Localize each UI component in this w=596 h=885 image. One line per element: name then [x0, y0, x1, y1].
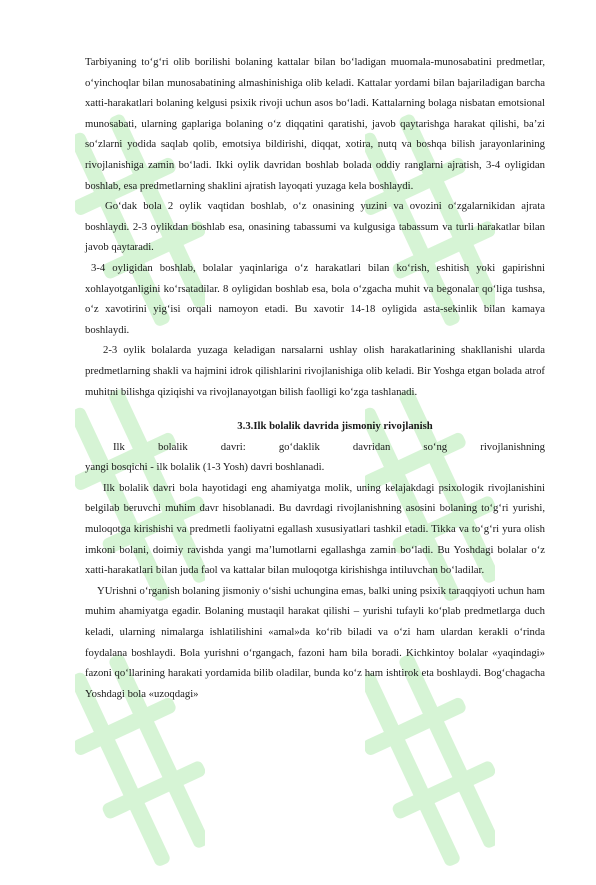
paragraph: 3-4 oyligidan boshlab, bolalar yaqinlariga o‘z harakatlari bilan ko‘rish, eshitish yoki gapirishni xohlayotganligini ko‘rsatadilar. 8 oyligidan boshlab esa, bola o‘zgacha muhit va begonalar qo‘liga tushsa, o‘z xavotirini yig‘isi orqali namoyon etadi. Bu xavotir 14-18 oyligida asta-sekinlik bilan kamaya boshlaydi.: [85, 261, 545, 336]
document-body: [85, 52, 545, 704]
paragraph: Tarbiyaning to‘g‘ri olib borilishi bolaning kattalar bilan bo‘ladigan muomala-munosabatini predmetlar, o‘yinchoqlar bilan munosabatining almashinishiga olib keladi. Kattalar yordami bilan bajariladigan barcha xatti-harakatlari bolaning kelgusi psixik rivoji uchun asos bo‘ladi. Kattalarning bolaga nisbatan emotsional munosabati, ularning gaplariga bolaning o‘z diqqatini qaratishi, javob qaytarishga harakat qilishi, ba’zi so‘zlarni yodida saqlab qolib, emotsiya bildirishi, diqqat, xotira, nutq va boshqa bilish jarayonlarining rivojlanishiga zamin bo‘ladi. Ikki oylik davridan boshlab bolada oddiy ranglarni ajratish, 3-4 oyligidan boshlab, esa predmetlarning shaklini ajratish layoqati yuzaga kela boshlaydi.: [85, 56, 545, 192]
section-heading: 3.3.Ilk bolalik davrida jismoniy rivojlanish: [237, 420, 433, 433]
paragraph: Ilk bolalik davri bola hayotidagi eng ahamiyatga molik, uning kelajakdagi psixologik rivojlanishini belgilab beruvchi muhim davr hisoblanadi. Bu davrdagi rivojlanishning asosini bolaning to‘g‘ri yurishi, muloqotga kirishishi va predmetli faoliyatni egallash xususiyatlari tashkil etadi. Tikka va to‘g‘ri yura olish imkoni bolani, doimiy ravishda yangi ma’lumotlarni egallashga zamin bo‘ladi. Bu Yoshdagi bolalar o‘z xatti-harakatlari bilan juda faol va kattalar bilan muloqotga kirishishga intiluvchan bo‘ladilar.: [85, 481, 545, 577]
word: davridan: [352, 440, 391, 453]
word: Ilk: [113, 440, 125, 453]
paragraph-first-line: [85, 437, 545, 458]
paragraph: yangi bosqichi - ilk bolalik (1-3 Yosh) davri boshlanadi.: [85, 461, 325, 474]
word: davri:: [220, 440, 246, 453]
word: rivojlanishning: [480, 440, 545, 453]
paragraph: Go‘dak bola 2 oylik vaqtidan boshlab, o‘z onasining yuzini va ovozini o‘zgalarnikidan ajrata boshlaydi. 2-3 oylikdan boshlab esa, onasining tabassumi va kulgusiga tabassum va turli harakatlar bilan javob qaytaradi.: [85, 200, 545, 254]
word: go‘daklik: [278, 440, 320, 453]
paragraph: YUrishni o‘rganish bolaning jismoniy o‘sishi uchungina emas, balki uning psixik taraqqiyoti uchun ham muhim ahamiyatga egadir. Bolaning mustaqil harakat qilishi – yurishi tufayli ko‘plab predmetlarga duch keladi, ularning nimalarga ishlatilishini «amal»da ko‘rib biladi va o‘zi ham ulardan kerakli o‘rinda foydalana boshlaydi. Bola yurishni o‘rgangach, fazoni ham bila boradi. Kichkintoy bolalar «yaqindagi» fazoni qo‘llarining harakati yordamida bilib oladilar, bunda ko‘z ham ishtirok eta boshlaydi. Bog‘chagacha Yoshdagi bola «uzoqdagi»: [85, 584, 545, 700]
word: so‘ng: [423, 440, 448, 453]
word: bolalik: [157, 440, 188, 453]
paragraph: 2-3 oylik bolalarda yuzaga keladigan narsalarni ushlay olish harakatlarining shakllanishi ularda predmetlarning shakli va hajmini idrok qilishlarini rivojlanishiga olib keladi. Bir Yoshga etgan bolada atrof muhitni bilishga qiziqishi va rivojlanayotgan bilish faolligi ko‘zga tashlanadi.: [85, 344, 545, 398]
